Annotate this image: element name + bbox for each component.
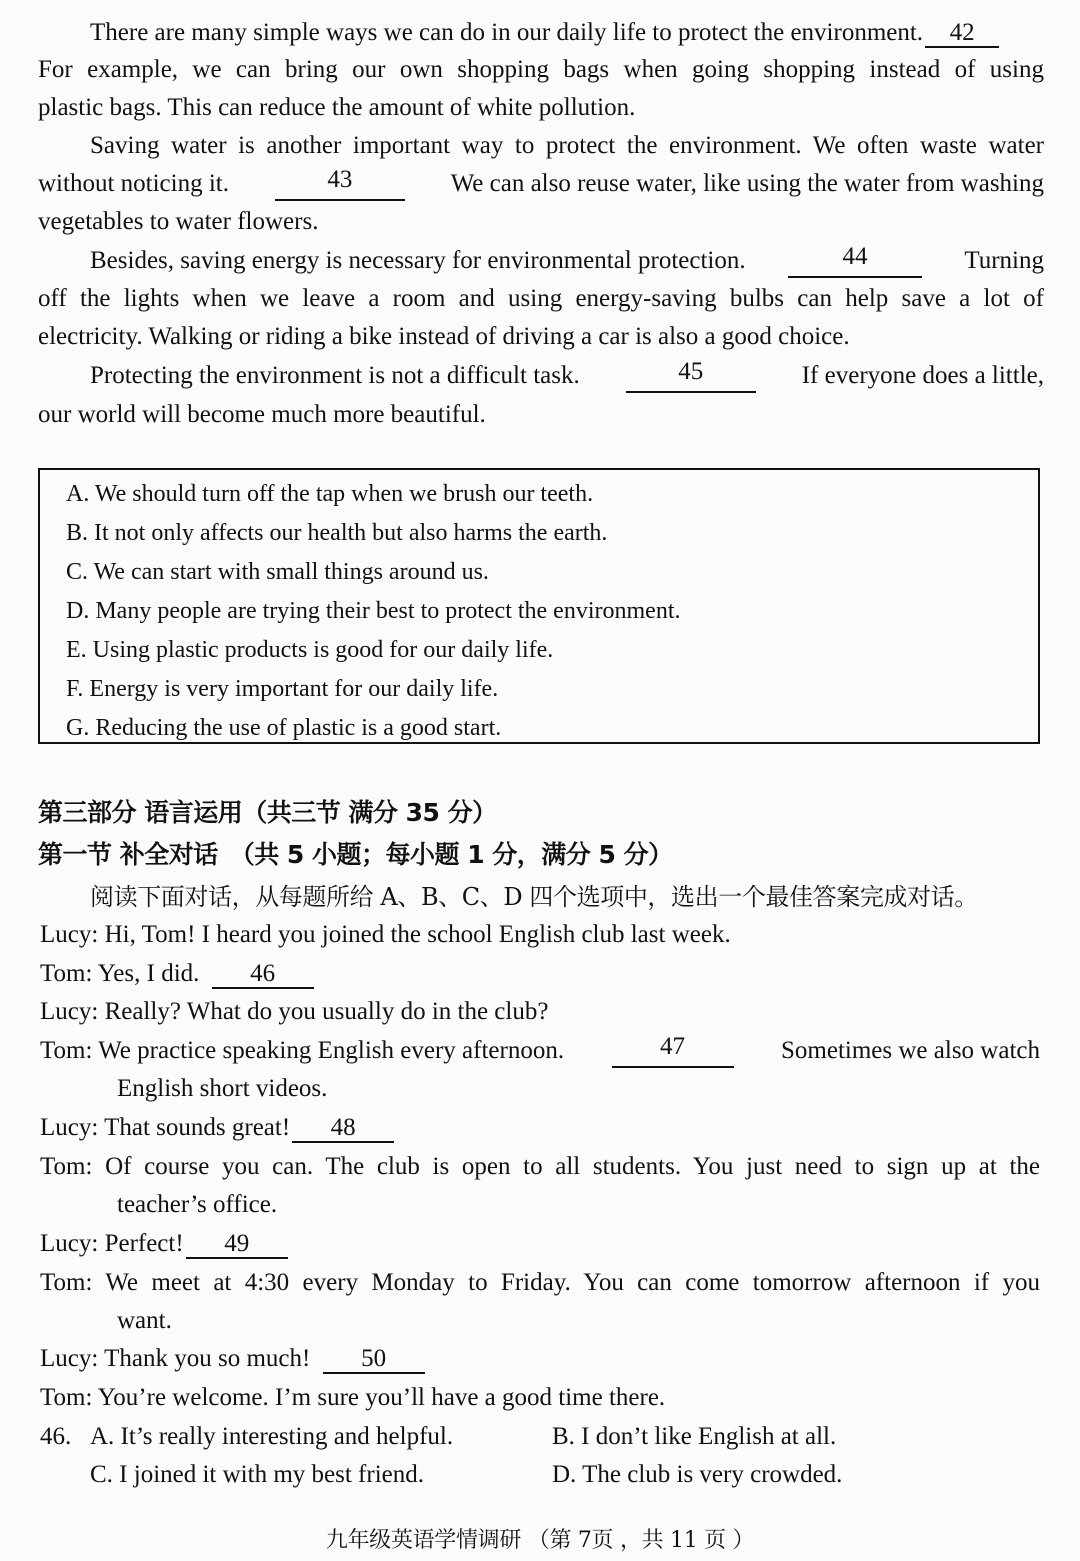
dialogue-line: Lucy: Really? What do you usually do in the club?: [40, 998, 549, 1025]
dialogue-text: Tom: Yes, I did.: [40, 960, 200, 987]
dialogue-text: Lucy: That sounds great!: [40, 1114, 291, 1141]
passage-text: We can also reuse water, like using the water from washing: [450, 170, 1044, 197]
blank-43[interactable]: 43: [275, 167, 405, 201]
options-box: [38, 468, 1040, 744]
passage-line: [38, 167, 1044, 201]
passage-text: There are many simple ways we can do in our daily life to protect the environment.: [90, 19, 924, 46]
section-title: 第一节 补全对话 （共 5 小题；每小题 1 分，满分 5 分）: [38, 840, 673, 869]
dialogue-continuation: English short videos.: [117, 1075, 328, 1102]
question-46-option-d[interactable]: D. The club is very crowded.: [552, 1461, 843, 1488]
question-46-option-c[interactable]: C. I joined it with my best friend.: [90, 1461, 424, 1488]
passage-line: For example, we can bring our own shopping bags when going shopping instead of using: [38, 56, 1044, 83]
option-e[interactable]: E. Using plastic products is good for our daily life.: [66, 637, 554, 663]
option-c[interactable]: C. We can start with small things around us.: [66, 559, 489, 585]
passage-line: [90, 359, 1044, 393]
dialogue-line: [40, 1111, 1040, 1145]
question-number: 46.: [40, 1423, 72, 1450]
dialogue-line: [40, 1342, 1040, 1376]
dialogue-line: [40, 1034, 1040, 1068]
dialogue-line: Tom: Of course you can. The club is open to all students. You just need to sign up at the: [40, 1153, 1040, 1180]
dialogue-text: Lucy: Perfect!: [40, 1230, 184, 1257]
passage-text: Protecting the environment is not a difficult task.: [90, 362, 580, 389]
instruction-text: 阅读下面对话，从每题所给 A、B、C、D 四个选项中，选出一个最佳答案完成对话。: [90, 883, 978, 911]
blank-46[interactable]: 46: [212, 961, 314, 989]
blank-42[interactable]: 42: [925, 20, 999, 48]
blank-48[interactable]: 48: [292, 1115, 394, 1143]
dialogue-text: Tom: We practice speaking English every afternoon.: [40, 1037, 565, 1064]
passage-line: off the lights when we leave a room and using energy-saving bulbs can help save a lot of: [38, 285, 1044, 312]
option-f[interactable]: F. Energy is very important for our daily life.: [66, 676, 499, 702]
part-title: 第三部分 语言运用（共三节 满分 35 分）: [38, 798, 497, 827]
option-g[interactable]: G. Reducing the use of plastic is a good start.: [66, 715, 502, 741]
passage-line: electricity. Walking or riding a bike instead of driving a car is also a good choice.: [38, 323, 850, 350]
passage-text: Besides, saving energy is necessary for environmental protection.: [90, 247, 746, 274]
blank-50[interactable]: 50: [323, 1346, 425, 1374]
passage-line: plastic bags. This can reduce the amount of white pollution.: [38, 94, 636, 121]
dialogue-continuation: teacher’s office.: [117, 1191, 278, 1218]
passage-line: Saving water is another important way to protect the environment. We often waste water: [90, 132, 1044, 159]
passage-text: If everyone does a little,: [801, 362, 1044, 389]
passage-text: Turning: [964, 247, 1044, 274]
dialogue-line: Tom: You’re welcome. I’m sure you’ll have a good time there.: [40, 1384, 666, 1411]
dialogue-text: Sometimes we also watch: [781, 1037, 1040, 1064]
question-46-option-a[interactable]: A. It’s really interesting and helpful.: [90, 1423, 454, 1450]
question-46-option-b[interactable]: B. I don’t like English at all.: [552, 1423, 837, 1450]
dialogue-line: [40, 957, 1040, 991]
dialogue-line: Tom: We meet at 4:30 every Monday to Friday. You can come tomorrow afternoon if you: [40, 1269, 1040, 1296]
option-b[interactable]: B. It not only affects our health but also harms the earth.: [66, 520, 608, 546]
dialogue-text: Lucy: Thank you so much!: [40, 1345, 311, 1372]
dialogue-line: [40, 1227, 1040, 1261]
passage-line: [90, 16, 1044, 50]
blank-45[interactable]: 45: [626, 359, 756, 393]
blank-44[interactable]: 44: [788, 244, 922, 278]
passage-line: [90, 244, 1044, 278]
passage-line: our world will become much more beautiful.: [38, 401, 486, 428]
option-d[interactable]: D. Many people are trying their best to protect the environment.: [66, 598, 681, 624]
dialogue-continuation: want.: [117, 1307, 172, 1334]
dialogue-line: Lucy: Hi, Tom! I heard you joined the school English club last week.: [40, 921, 731, 948]
passage-text: without noticing it.: [38, 170, 229, 197]
page-footer: 九年级英语学情调研 （第 7页 ，共 11 页 ）: [325, 1528, 755, 1553]
blank-49[interactable]: 49: [186, 1231, 288, 1259]
blank-47[interactable]: 47: [612, 1034, 734, 1068]
passage-line: vegetables to water flowers.: [38, 208, 319, 235]
option-a[interactable]: A. We should turn off the tap when we brush our teeth.: [66, 481, 594, 507]
